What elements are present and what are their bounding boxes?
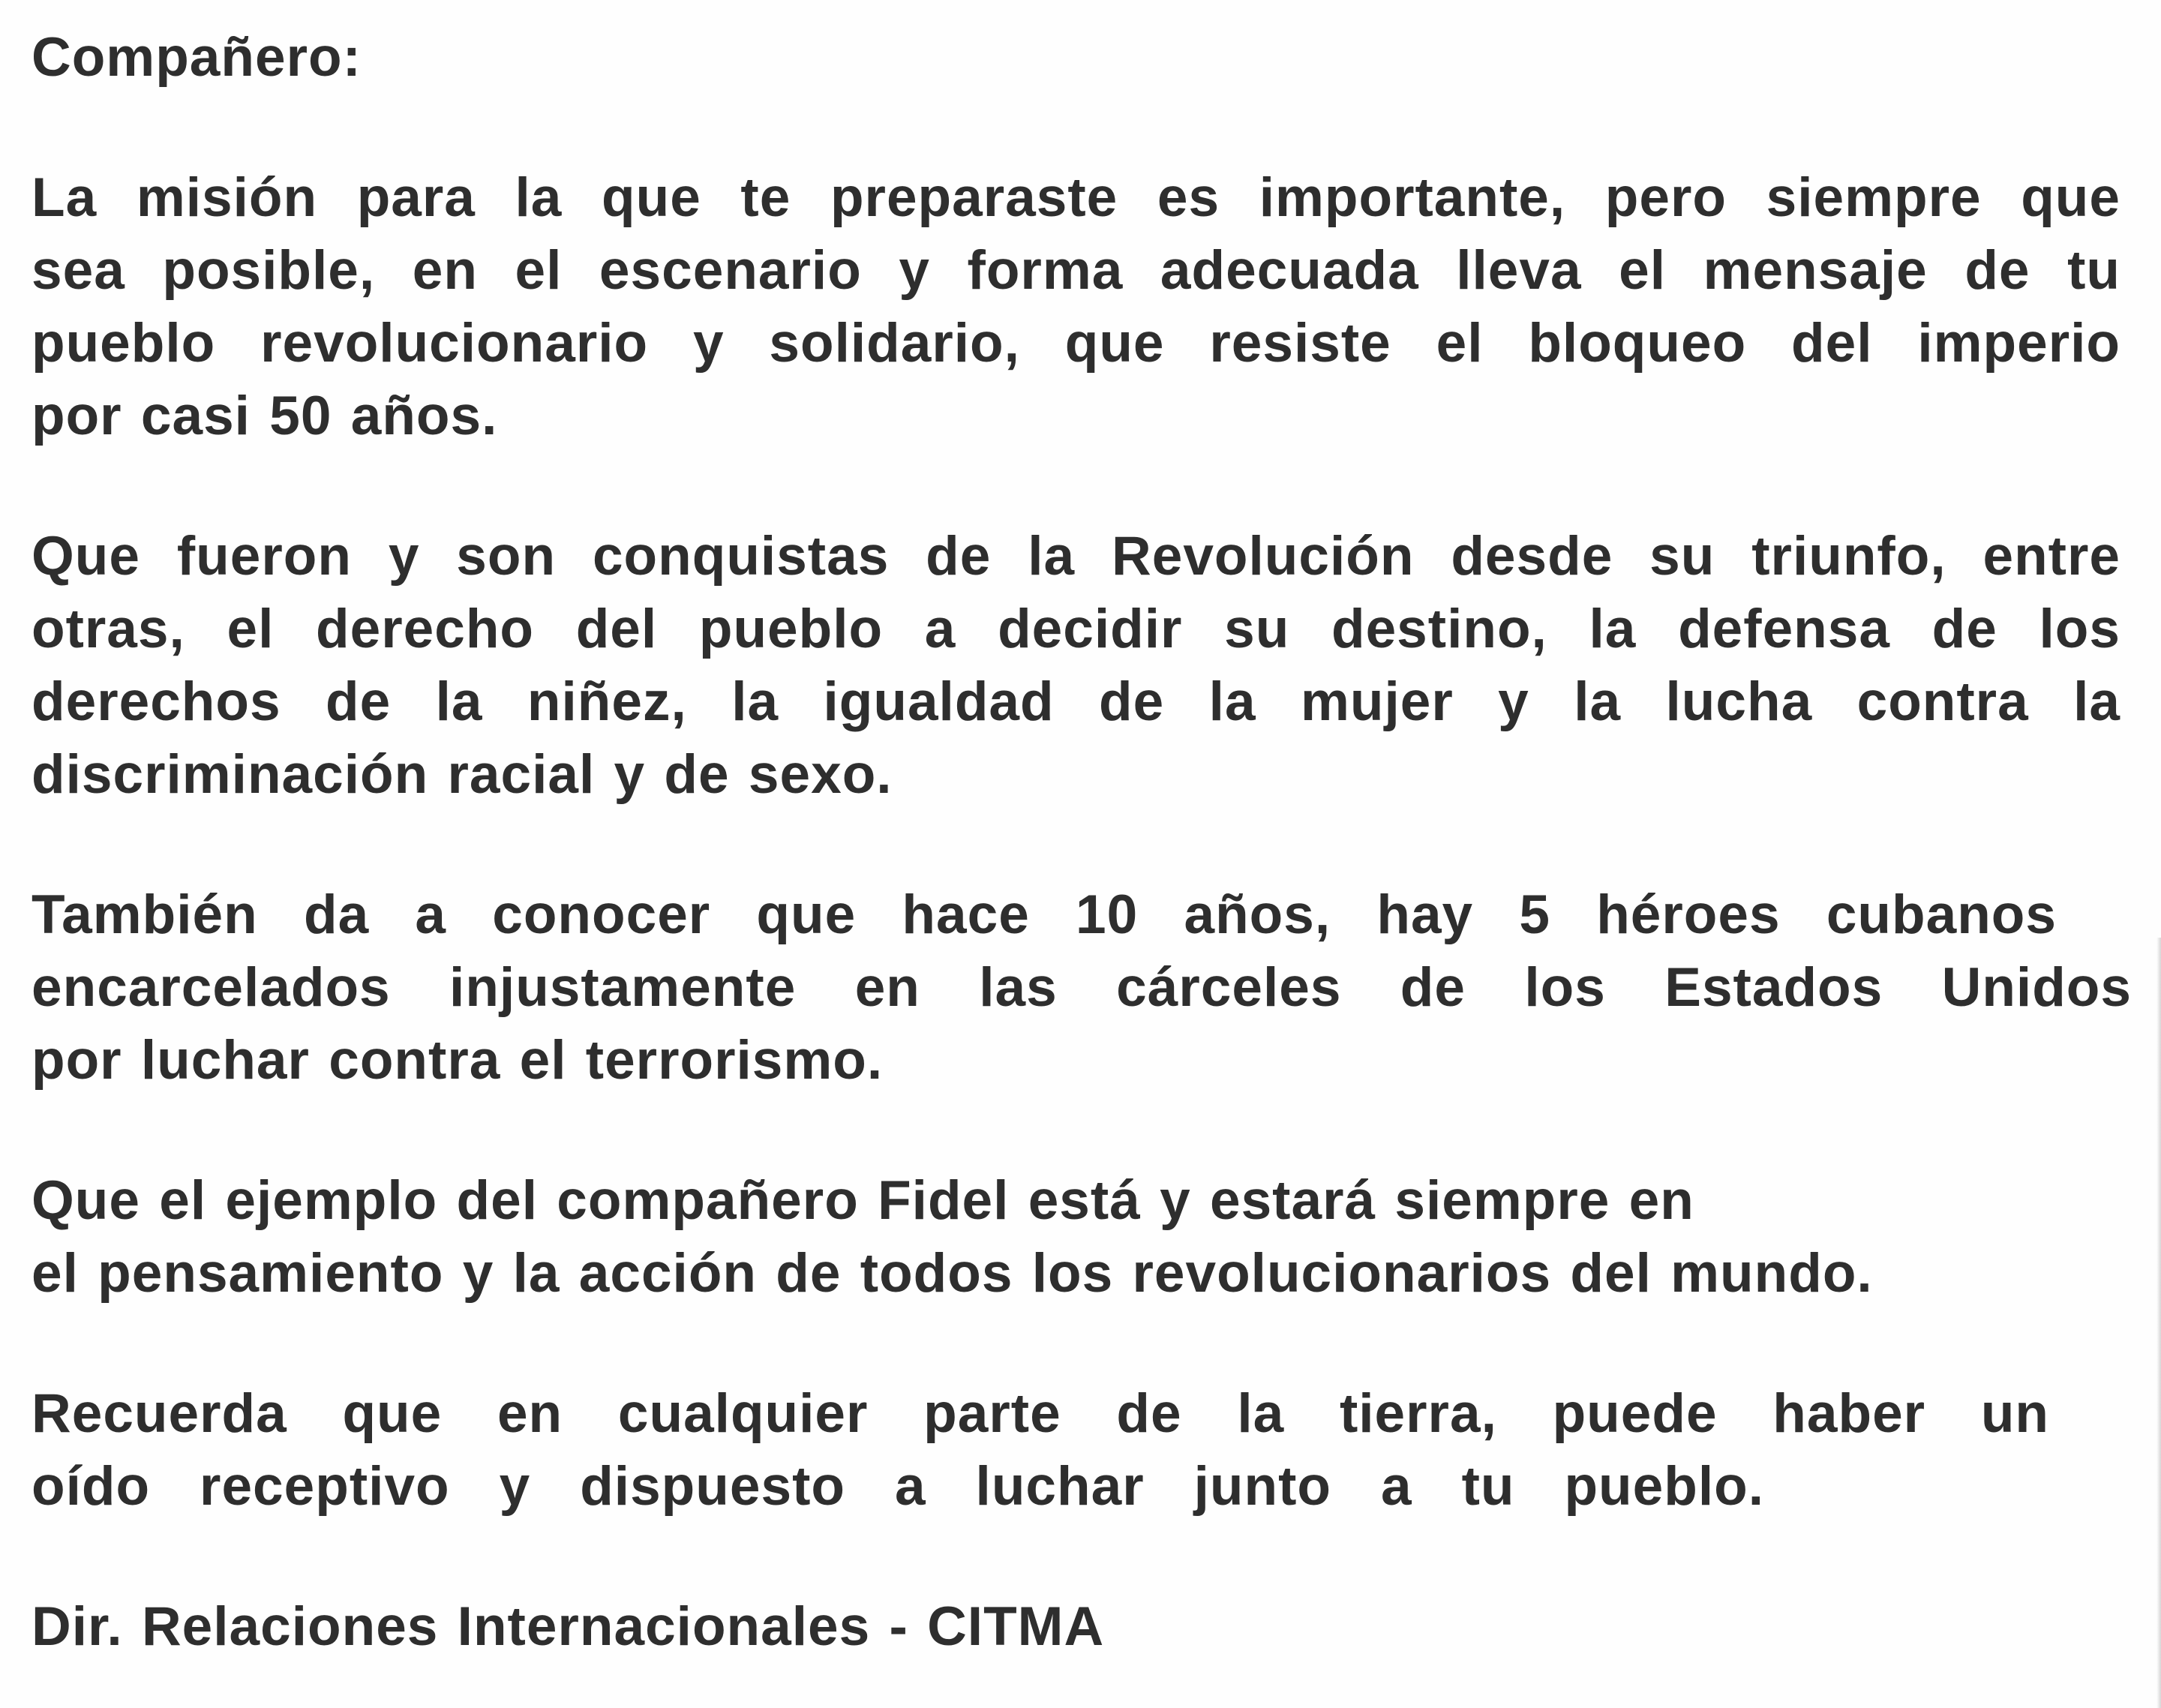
- paragraph-line: por luchar contra el terrorismo.: [32, 1030, 884, 1091]
- paragraph-gap: [32, 811, 2132, 878]
- paragraph-line: También da a conocer que hace 10 años, hay 5 héroes cubanos: [32, 884, 2057, 945]
- paragraph-line: La misión para la que te preparaste es importante, pero siempre que: [32, 167, 2120, 228]
- paragraph-fidel: [32, 1164, 2132, 1310]
- paragraph-gap: [32, 452, 2132, 520]
- signature: Dir. Relaciones Internacionales - CITMA: [32, 1596, 1105, 1657]
- paragraph-line: oído receptivo y dispuesto a luchar junto a tu pueblo.: [32, 1456, 1764, 1517]
- paragraph-gap: [32, 1310, 2132, 1377]
- paragraph-line: pueblo revolucionario y solidario, que resiste el bloqueo del imperio: [32, 313, 2120, 374]
- paragraph-conquests: [32, 520, 2132, 811]
- paragraph-line: derechos de la niñez, la igualdad de la mujer y la lucha contra la: [32, 671, 2120, 732]
- paragraph-gap: [32, 94, 2132, 161]
- letter-body: [32, 21, 2132, 1663]
- paragraph-line: Que fueron y son conquistas de la Revolución desde su triunfo, entre: [32, 526, 2120, 587]
- paragraph-line: encarcelados injustamente en las cárceles de los Estados Unidos: [32, 957, 2132, 1018]
- paragraph-line: Que el ejemplo del compañero Fidel está y estará siempre en: [32, 1170, 1694, 1231]
- paragraph-line: Recuerda que en cualquier parte de la tierra, puede haber un: [32, 1383, 2049, 1444]
- paragraph-line: el pensamiento y la acción de todos los revolucionarios del mundo.: [32, 1243, 1873, 1304]
- paragraph-line: discriminación racial y de sexo.: [32, 744, 893, 805]
- scan-edge-shadow: [2156, 938, 2161, 1708]
- paragraph-line: otras, el derecho del pueblo a decidir su destino, la defensa de los: [32, 599, 2120, 659]
- paragraph-gap: [32, 1523, 2132, 1590]
- paragraph-line: por casi 50 años.: [32, 386, 498, 446]
- paragraph-gap: [32, 1097, 2132, 1164]
- paragraph-remember: [32, 1377, 2132, 1523]
- paragraph-heroes: [32, 878, 2132, 1097]
- salutation: Compañero:: [32, 27, 362, 88]
- paragraph-line: sea posible, en el escenario y forma adecuada lleva el mensaje de tu: [32, 240, 2120, 301]
- paragraph-mission: [32, 161, 2132, 452]
